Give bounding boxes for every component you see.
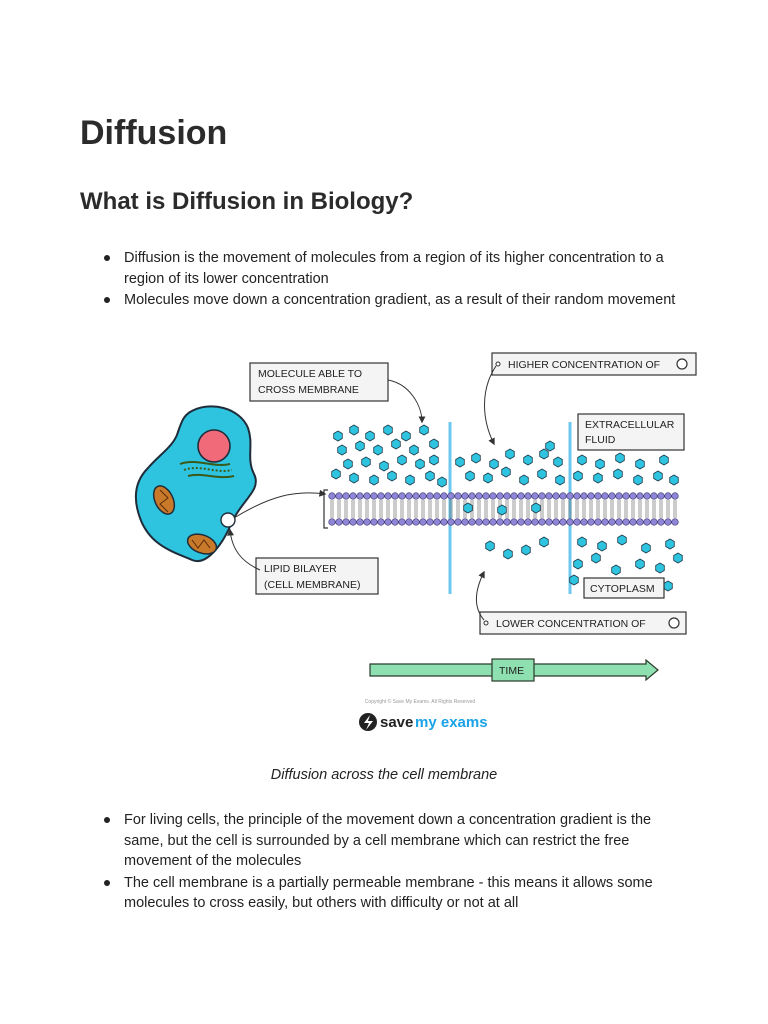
label-text: (CELL MEMBRANE) [264,579,361,591]
label-text: CYTOPLASM [590,583,655,595]
section-heading: What is Diffusion in Biology? [80,188,414,215]
intro-bullet-list [80,248,690,312]
label-text: MOLECULE ABLE TO [258,368,363,380]
molecule-icon [669,618,679,628]
brand-prefix: save [380,714,414,731]
molecule-cross-label [250,363,422,422]
cell-illustration [136,406,325,561]
page-title: Diffusion [80,114,228,152]
diffusion-diagram [130,350,710,740]
label-text: EXTRACELLULAR [585,419,675,431]
label-text: HIGHER CONCENTRATION OF [508,359,661,371]
copyright-text: Copyright © Save My Exams. All Rights Reserved [364,699,476,705]
brand-suffix: my exams [415,714,488,731]
nucleus [198,430,230,462]
time-arrow [370,659,658,681]
lipid-bilayer-label [230,530,378,594]
list-item: For living cells, the principle of the movement down a concentration gradient is the same, but the cell is surrounded by a cell membrane which can restrict the free movement of the molecules [80,810,690,872]
membrane-bullet-list [80,810,690,915]
label-text: LIPID BILAYER [264,563,337,575]
label-text: FLUID [585,434,616,446]
time-label: TIME [499,665,525,677]
membrane-zoom-marker [221,513,235,527]
list-item: Diffusion is the movement of molecules from a region of its higher concentration to a region of its lower concentration [80,248,690,289]
brand-logo [359,713,488,731]
list-item: The cell membrane is a partially permeable membrane - this means it allows some molecules to cross easily, but others with difficulty or not at all [80,873,690,914]
label-text: CROSS MEMBRANE [258,384,359,396]
cytoplasm-label [584,578,664,598]
extracellular-fluid-label [578,414,684,450]
figure-caption: Diffusion across the cell membrane [270,767,498,783]
list-item: Molecules move down a concentration gradient, as a result of their random movement [80,290,690,311]
molecule-icon [677,359,687,369]
label-text: LOWER CONCENTRATION OF [496,618,646,630]
